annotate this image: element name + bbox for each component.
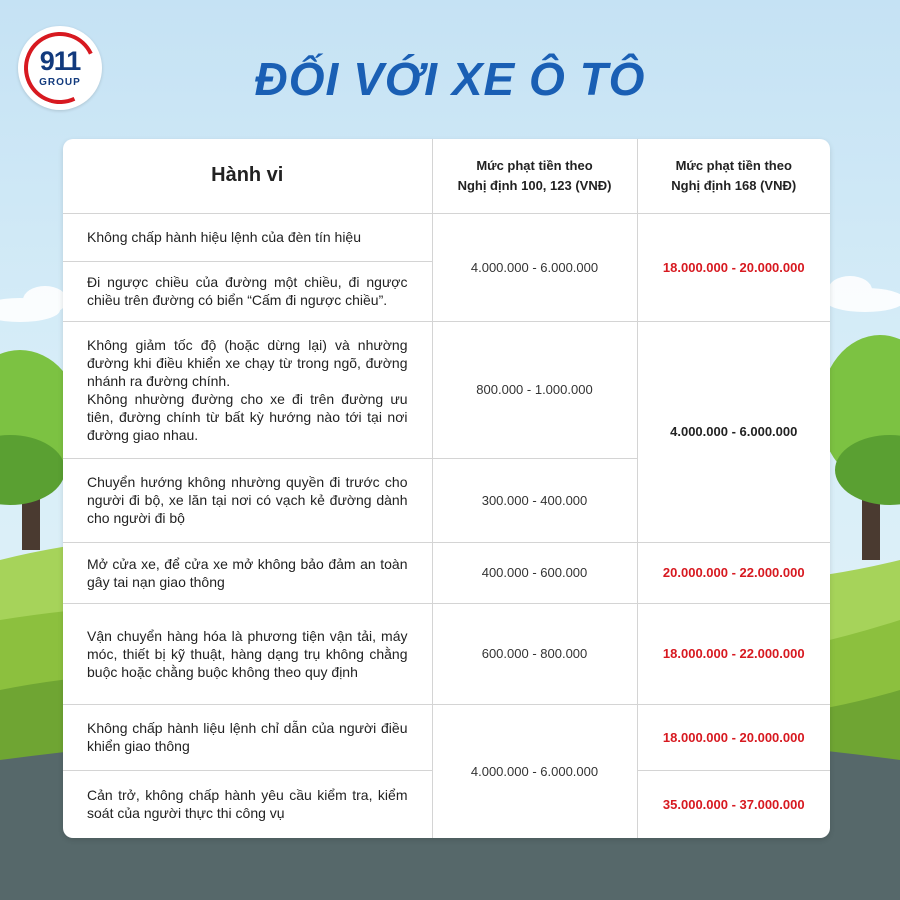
behavior-cell: Mở cửa xe, để cửa xe mở không bảo đảm an toàn gây tai nạn giao thông (63, 542, 432, 603)
behavior-line: Không nhường đường cho xe đi trên đường ưu tiên, đường chính từ bất kỳ hướng nào tới tại nơi đường giao nhau. (87, 390, 408, 443)
behavior-cell (63, 321, 432, 458)
behavior-cell: Không chấp hành hiệu lệnh của đèn tín hiệu (63, 213, 432, 261)
old-fine-cell: 600.000 - 800.000 (432, 603, 637, 704)
behavior-line: Không giảm tốc độ (hoặc dừng lại) và nhường đường khi điều khiển xe chạy từ trong ngõ, đường nhánh ra đường chính. (87, 336, 408, 389)
header-new-fine (637, 139, 830, 213)
table-row (63, 542, 830, 603)
table-row (63, 321, 830, 458)
old-fine-cell: 4.000.000 - 6.000.000 (432, 213, 637, 321)
header-old-fine (432, 139, 637, 213)
behavior-cell: Vận chuyển hàng hóa là phương tiện vận tải, máy móc, thiết bị kỹ thuật, hàng dạng trụ không chằng buộc hoặc chằng buộc không theo quy định (63, 603, 432, 704)
old-fine-cell: 300.000 - 400.000 (432, 458, 637, 542)
fines-table-card (63, 139, 830, 838)
logo-number: 911 (39, 46, 81, 76)
new-fine-cell: 4.000.000 - 6.000.000 (637, 321, 830, 542)
header-behavior: Hành vi (63, 139, 432, 213)
header-old-fine-line-1: Mức phạt tiền theo (476, 157, 593, 173)
behavior-cell: Chuyển hướng không nhường quyền đi trước cho người đi bộ, xe lăn tại nơi có vạch kẻ đường dành cho người đi bộ (63, 458, 432, 542)
fines-table (63, 139, 830, 838)
old-fine-cell: 400.000 - 600.000 (432, 542, 637, 603)
behavior-cell: Đi ngược chiều của đường một chiều, đi ngược chiều trên đường có biển “Cấm đi ngược chiều”. (63, 261, 432, 321)
new-fine-cell: 20.000.000 - 22.000.000 (637, 542, 830, 603)
new-fine-cell: 35.000.000 - 37.000.000 (637, 770, 830, 838)
page-title: ĐỐI VỚI XE Ô TÔ (254, 53, 646, 105)
table-header-row (63, 139, 830, 213)
old-fine-cell: 800.000 - 1.000.000 (432, 321, 637, 458)
new-fine-cell: 18.000.000 - 22.000.000 (637, 603, 830, 704)
header-old-fine-line-2: Nghị định 100, 123 (VNĐ) (457, 177, 612, 193)
new-fine-cell: 18.000.000 - 20.000.000 (637, 213, 830, 321)
behavior-cell: Không chấp hành liệu lệnh chỉ dẫn của người điều khiển giao thông (63, 704, 432, 770)
header-new-fine-line-2: Nghị định 168 (VNĐ) (671, 177, 797, 193)
table-row (63, 704, 830, 770)
logo-subtitle: GROUP (39, 77, 81, 88)
header-new-fine-line-1: Mức phạt tiền theo (675, 157, 792, 173)
new-fine-cell: 18.000.000 - 20.000.000 (637, 704, 830, 770)
table-row (63, 603, 830, 704)
table-row (63, 213, 830, 261)
behavior-cell: Cản trở, không chấp hành yêu cầu kiểm tra, kiểm soát của người thực thi công vụ (63, 770, 432, 838)
old-fine-cell: 4.000.000 - 6.000.000 (432, 704, 637, 838)
